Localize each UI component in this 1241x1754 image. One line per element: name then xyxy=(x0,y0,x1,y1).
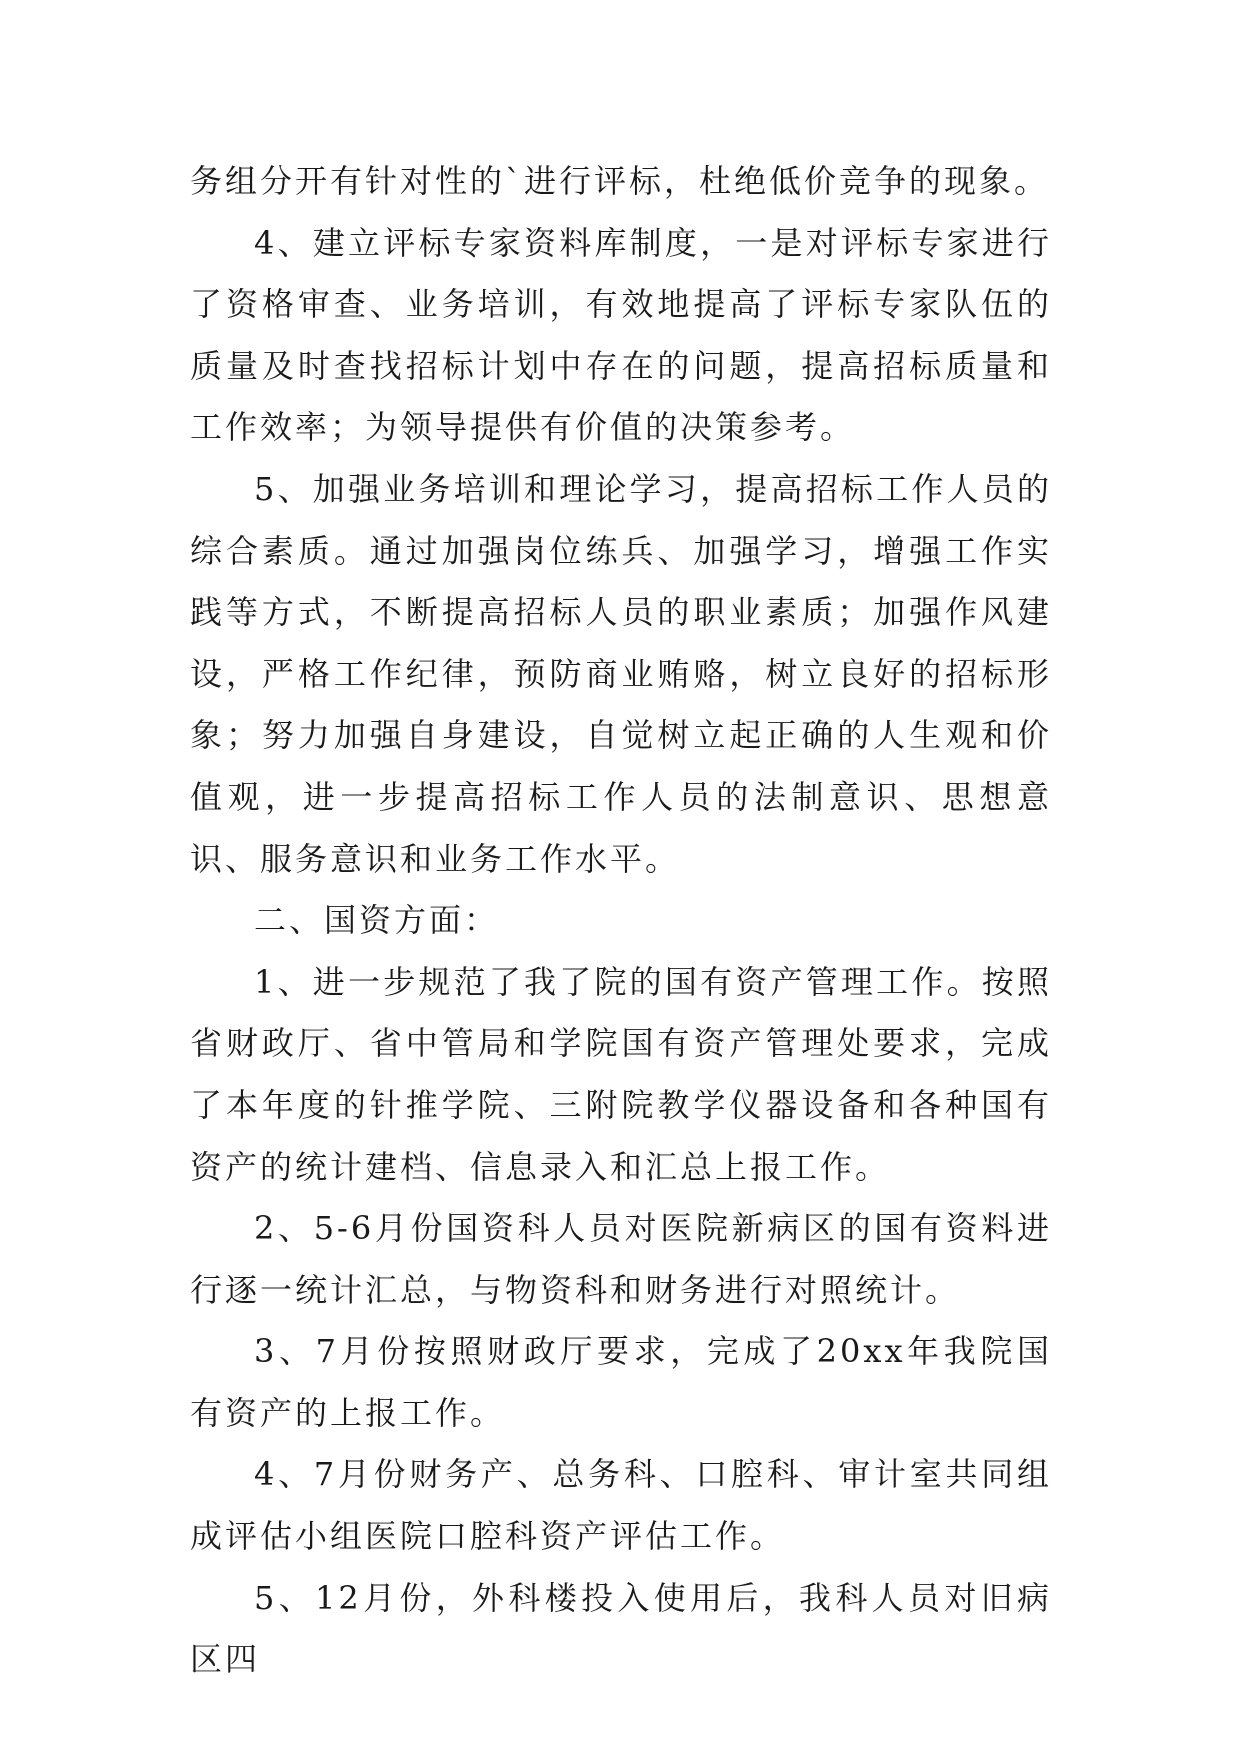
paragraph-1: 务组分开有针对性的`进行评标，杜绝低价竞争的现象。 xyxy=(190,162,1050,200)
paragraph-3: 5、加强业务培训和理论学习，提高招标工作人员的综合素质。通过加强岗位练兵、加强学习，增强工作实践等方式，不断提高招标人员的职业素质；加强作风建设，严格工作纪律，预防商业贿赂，树立良好的招标形象；努力加强自身建设，自觉树立起正确的人生观和价值观，进一步提高招标工作人员的法制意识、思想意识、服务意识和业务工作水平。 xyxy=(190,469,1052,878)
paragraph-2: 4、建立评标专家资料库制度，一是对评标专家进行了资格审查、业务培训，有效地提高了评标专家队伍的质量及时查找招标计划中存在的问题，提高招标质量和工作效率；为领导提供有价值的决策参考。 xyxy=(190,223,1052,447)
document-body xyxy=(190,151,1052,1691)
paragraph-9: 5、12月份，外科楼投入使用后，我科人员对旧病区四 xyxy=(190,1578,1052,1679)
section-heading-guozi: 二、国资方面： xyxy=(254,901,500,940)
paragraph-6: 2、5-6月份国资科人员对医院新病区的国有资料进行逐一统计汇总，与物资科和财务进行对照统计。 xyxy=(190,1209,1052,1309)
paragraph-8: 4、7月份财务产、总务科、口腔科、审计室共同组成评估小组医院口腔科资产评估工作。 xyxy=(190,1455,1052,1556)
paragraph-5: 1、进一步规范了我了院的国有资产管理工作。按照省财政厅、省中管局和学院国有资产管理处要求，完成了本年度的针推学院、三附院教学仪器设备和各种国有资产的统计建档、信息录入和汇总上报工作。 xyxy=(190,962,1052,1186)
paragraph-7: 3、7月份按照财政厅要求，完成了20xx年我院国有资产的上报工作。 xyxy=(190,1332,1052,1432)
